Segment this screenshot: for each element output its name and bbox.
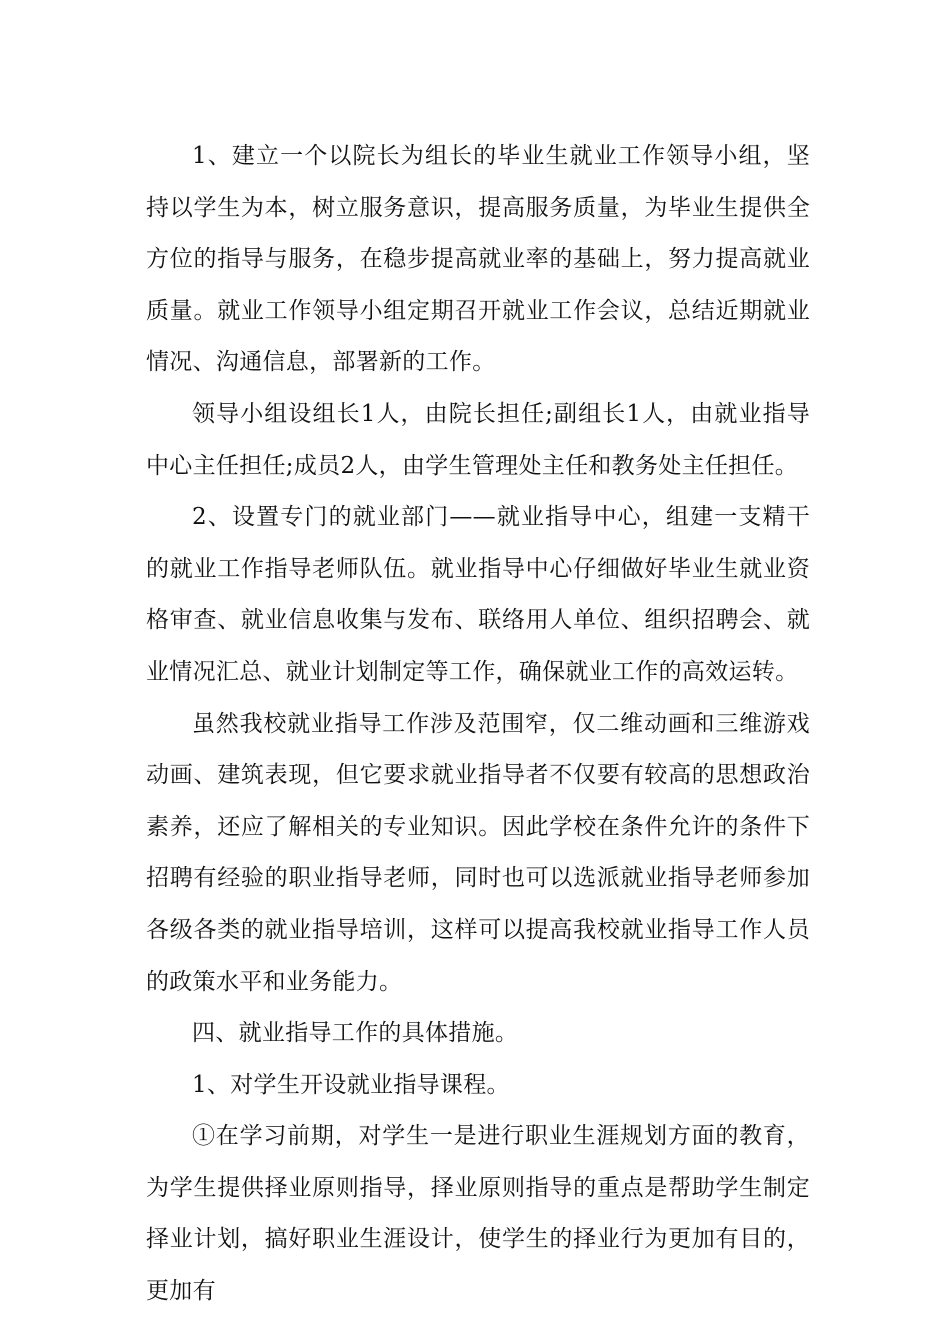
- paragraph-leadership-group: 1、建立一个以院长为组长的毕业生就业工作领导小组，坚持以学生为本，树立服务意识，提高服务质量，为毕业生提供全方位的指导与服务，在稳步提高就业率的基础上，努力提高就业质量。就业工作领导小组定期召开就业工作会议，总结近期就业情况、沟通信息，部署新的工作。: [146, 143, 810, 376]
- paragraph-employment-center: 2、设置专门的就业部门——就业指导中心，组建一支精干的就业工作指导老师队伍。就业指导中心仔细做好毕业生就业资格审查、就业信息收集与发布、联络用人单位、组织招聘会、就业情况汇总、就业计划制定等工作，确保就业工作的高效运转。: [146, 504, 810, 685]
- paragraph-career-planning: ①在学习前期，对学生一是进行职业生涯规划方面的教育，为学生提供择业原则指导，择业原则指导的重点是帮助学生制定择业计划，搞好职业生涯设计，使学生的择业行为更加有目的，更加有: [146, 1123, 810, 1305]
- paragraph-group-members: 领导小组设组长1人，由院长担任;副组长1人，由就业指导中心主任担任;成员2人，由学生管理处主任和教务处主任担任。: [146, 400, 810, 479]
- document-body: [146, 131, 810, 1318]
- paragraph-guidance-staff: 虽然我校就业指导工作涉及范围窄，仅二维动画和三维游戏动画、建筑表现，但它要求就业指导者不仅要有较高的思想政治素养，还应了解相关的专业知识。因此学校在条件允许的条件下招聘有经验的职业指导老师，同时也可以选派就业指导老师参加各级各类的就业指导培训，这样可以提高我校就业指导工作人员的政策水平和业务能力。: [146, 710, 810, 995]
- subheading-guidance-course: 1、对学生开设就业指导课程。: [192, 1071, 510, 1098]
- section-heading-measures: 四、就业指导工作的具体措施。: [192, 1020, 519, 1047]
